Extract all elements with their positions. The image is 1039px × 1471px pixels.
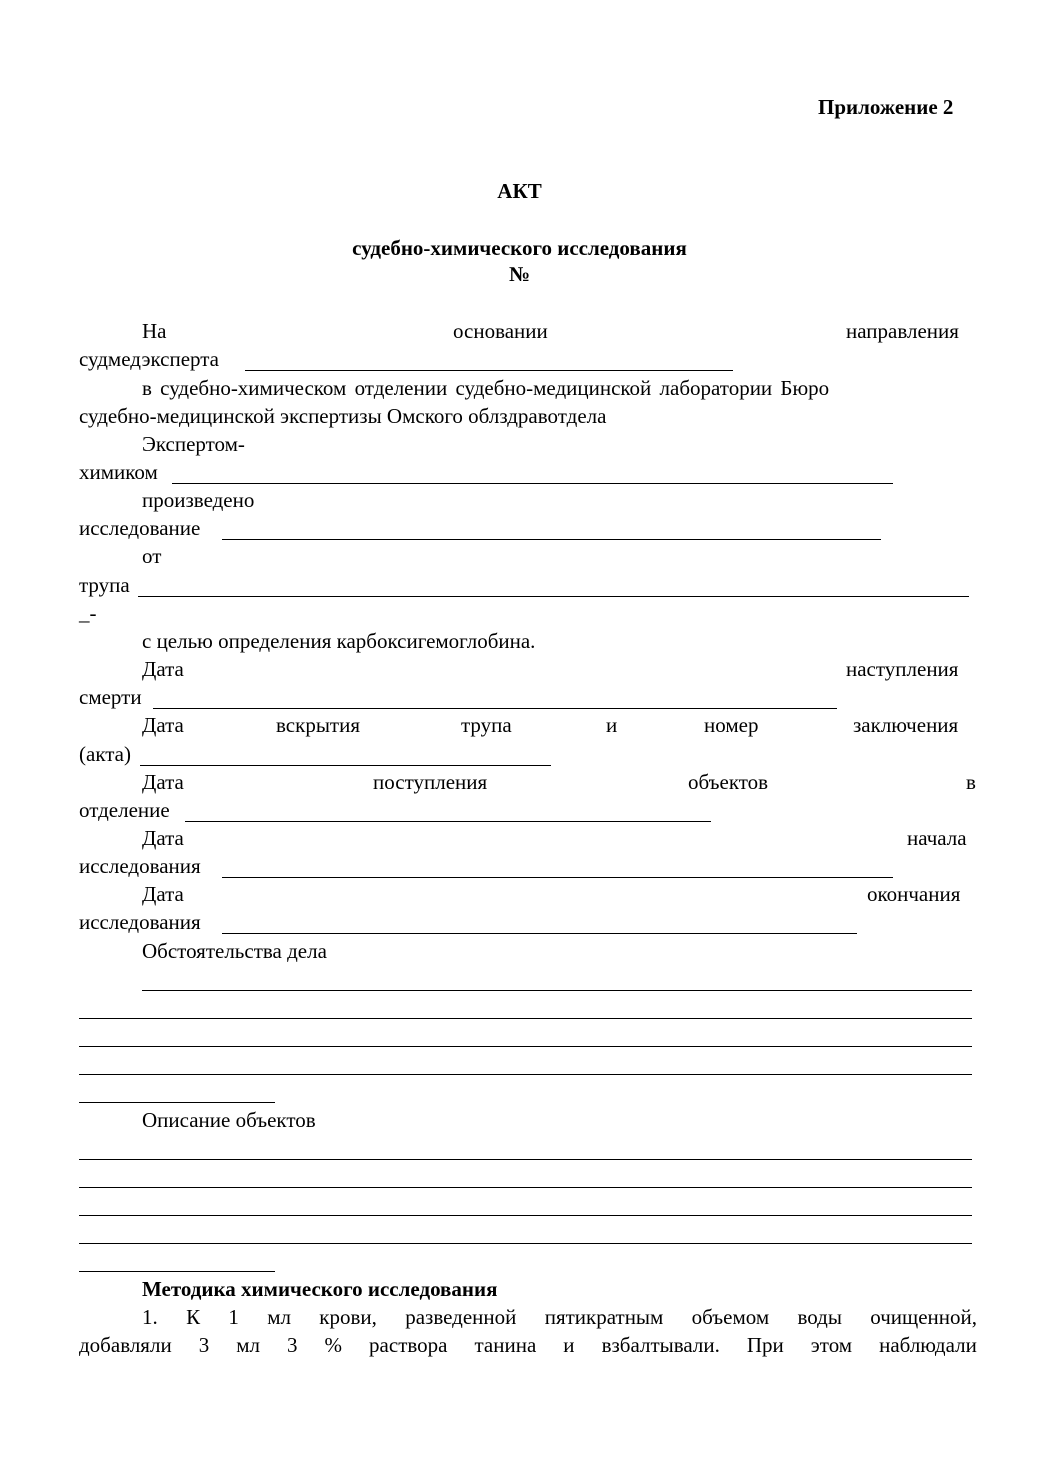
place-line-1: в судебно-химическом отделении судебно-медицинской лаборатории Бюро [142,376,830,400]
expert-referral-label: судмедэксперта [79,347,219,371]
autopsy-word-3: трупа [461,713,512,737]
research-label-1: произведено [142,488,255,512]
research-field[interactable] [222,539,881,540]
end-word-1: Дата [142,882,184,906]
expert-chemist-label-1: Экспертом- [142,432,245,456]
number-sign: № [508,262,531,286]
receipt-label: отделение [79,798,170,822]
method-word: воды [797,1305,842,1329]
expert-chemist-field[interactable] [172,483,893,484]
circumstances-field-line[interactable] [79,1018,972,1019]
autopsy-field[interactable] [140,765,551,766]
receipt-word-1: Дата [142,770,184,794]
objects-field-line[interactable] [79,1243,972,1244]
basis-word-1: На [142,319,167,343]
method-word: объемом [691,1305,770,1329]
method-paragraph-line-1 [142,1304,977,1330]
circumstances-field-line[interactable] [79,1046,972,1047]
receipt-word-2: поступления [373,770,488,794]
start-label: исследования [79,854,201,878]
start-word-2: начала [907,826,967,850]
method-word: этом [810,1333,853,1357]
autopsy-word-2: вскрытия [276,713,360,737]
receipt-field[interactable] [185,821,711,822]
circumstances-field-line[interactable] [79,1102,275,1103]
method-word: добавляли [79,1333,172,1357]
method-word: и [563,1333,575,1357]
circumstances-label: Обстоятельства дела [142,939,327,963]
method-heading: Методика химического исследования [142,1277,498,1301]
corpse-field[interactable] [138,596,969,597]
place-line-2: судебно-медицинской экспертизы Омского облздравотдела [79,404,607,428]
corpse-label-2: трупа [79,573,130,597]
method-paragraph-line-2 [79,1332,977,1358]
method-word: 1 [228,1305,239,1329]
appendix-label: Приложение 2 [818,95,954,119]
start-word-1: Дата [142,826,184,850]
method-word: крови, [319,1305,377,1329]
method-word: взбалтывали. [601,1333,720,1357]
method-word: 3 [287,1333,298,1357]
method-word: разведенной [405,1305,517,1329]
method-word: 1. [142,1305,158,1329]
receipt-word-4: в [966,770,976,794]
expert-referral-field[interactable] [245,370,733,371]
autopsy-word-5: номер [704,713,759,737]
end-label: исследования [79,910,201,934]
document-title: АКТ [497,179,542,203]
method-word: раствора [369,1333,448,1357]
autopsy-word-4: и [606,713,618,737]
objects-field-line[interactable] [79,1187,972,1188]
objects-field-line[interactable] [79,1215,972,1216]
death-date-word-2: наступления [846,657,959,681]
objects-field-line[interactable] [79,1271,275,1272]
objects-label: Описание объектов [142,1108,316,1132]
method-word: мл [236,1333,260,1357]
corpse-field-tail: _- [79,601,97,625]
receipt-word-3: объектов [688,770,769,794]
death-date-field[interactable] [153,708,837,709]
document-subtitle: судебно-химического исследования [352,236,687,260]
autopsy-word-1: Дата [142,713,184,737]
basis-word-3: направления [846,319,959,343]
purpose-text: с целью определения карбоксигемоглобина. [142,629,536,653]
circumstances-field-line[interactable] [142,990,972,991]
start-field[interactable] [222,877,893,878]
death-date-word-1: Дата [142,657,184,681]
death-date-label: смерти [79,685,142,709]
method-word: мл [267,1305,291,1329]
method-word: пятикратным [544,1305,664,1329]
method-word: 3 [198,1333,210,1357]
basis-word-2: основании [453,319,548,343]
method-word: % [324,1333,343,1357]
objects-field-line[interactable] [79,1159,972,1160]
method-word: очищенной, [870,1305,977,1329]
method-word: При [746,1333,784,1357]
end-field[interactable] [222,933,857,934]
end-word-2: окончания [867,882,961,906]
method-word: К [186,1305,201,1329]
method-word: танина [474,1333,537,1357]
expert-chemist-label-2: химиком [79,460,158,484]
autopsy-label: (акта) [79,742,131,766]
research-label-2: исследование [79,516,201,540]
autopsy-word-6: заключения [853,713,959,737]
circumstances-field-line[interactable] [79,1074,972,1075]
corpse-label-1: от [142,544,162,568]
method-word: наблюдали [879,1333,977,1357]
